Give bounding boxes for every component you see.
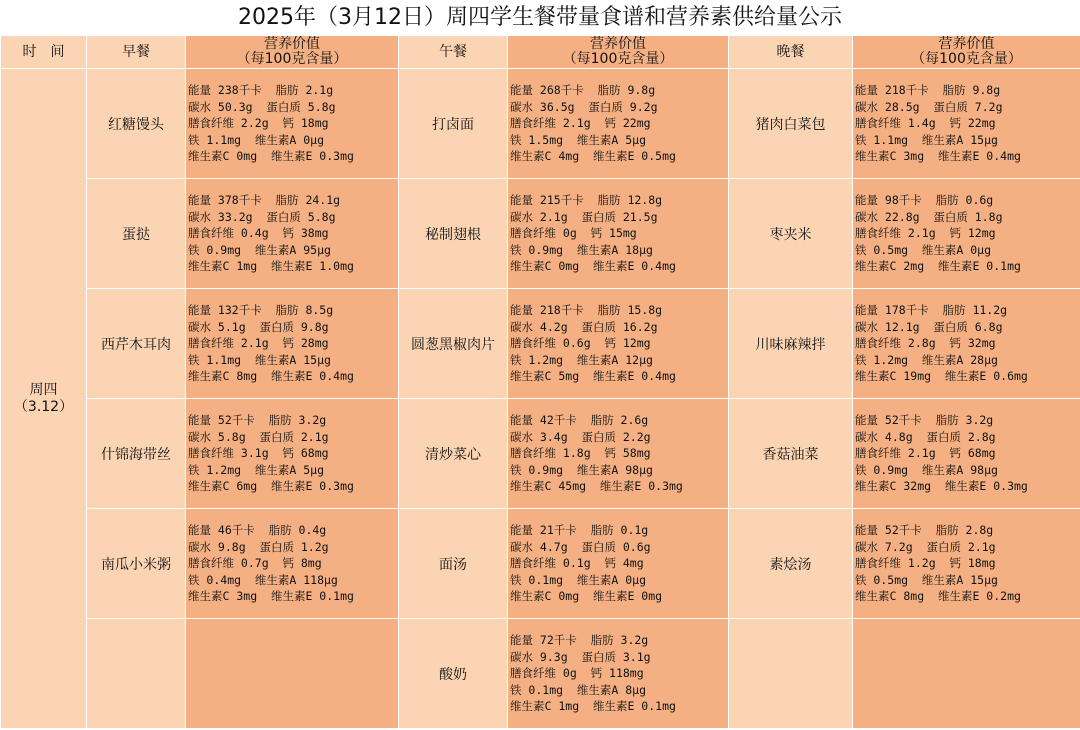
nutrition-line: 维生素C 1mg 维生素E 0.1mg	[510, 699, 676, 714]
nutrition-line: 能量 42千卡 脂肪 2.6g	[510, 413, 649, 428]
nutrition-line: 能量 218千卡 脂肪 9.8g	[855, 83, 1001, 98]
nutrition-line: 维生素C 3mg 维生素E 0.1mg	[188, 589, 354, 604]
nutrition-line: 膳食纤维 0.6g 钙 12mg	[510, 336, 651, 351]
nutrition-line: 铁 0.9mg 维生素A 95μg	[188, 242, 331, 257]
header-lunch: 午餐	[399, 36, 508, 69]
nutrition-line: 碳水 5.8g 蛋白质 2.1g	[188, 429, 329, 444]
nutrition-header-line2: （每100克含量）	[236, 51, 348, 67]
nutrition-line: 铁 0.5mg 维生素A 15μg	[855, 572, 998, 587]
breakfast-nutrition	[186, 619, 399, 729]
breakfast-nutrition	[186, 399, 399, 509]
nutrition-line: 碳水 3.4g 蛋白质 2.2g	[510, 429, 651, 444]
dinner-dish	[729, 619, 853, 729]
nutrition-line: 能量 72千卡 脂肪 3.2g	[510, 633, 649, 648]
header-breakfast-nutrition	[186, 36, 399, 69]
nutrition-line: 铁 0.1mg 维生素A 8μg	[510, 682, 647, 697]
nutrition-line: 膳食纤维 0g 钙 15mg	[510, 226, 637, 241]
nutrition-line: 维生素C 8mg 维生素E 0.2mg	[855, 589, 1021, 604]
table-row	[1, 179, 1080, 289]
nutrition-line: 碳水 50.3g 蛋白质 5.8g	[188, 99, 336, 114]
nutrition-line: 维生素C 0mg 维生素E 0.3mg	[188, 149, 354, 164]
nutrition-line: 膳食纤维 2.1g 钙 28mg	[188, 336, 329, 351]
lunch-nutrition	[508, 399, 729, 509]
nutrition-line: 碳水 9.8g 蛋白质 1.2g	[188, 539, 329, 554]
breakfast-dish: 南瓜小米粥	[87, 509, 186, 619]
lunch-nutrition	[508, 509, 729, 619]
nutrition-line: 铁 1.1mg 维生素A 15μg	[188, 352, 331, 367]
dinner-dish: 川味麻辣拌	[729, 289, 853, 399]
day-date: （3.12）	[13, 398, 74, 415]
nutrition-line: 膳食纤维 2.1g 钙 22mg	[510, 116, 651, 131]
nutrition-line: 碳水 2.1g 蛋白质 21.5g	[510, 209, 658, 224]
nutrition-header-line1: 营养价值	[590, 36, 646, 52]
header-breakfast: 早餐	[87, 36, 186, 69]
nutrition-line: 膳食纤维 1.8g 钙 58mg	[510, 446, 651, 461]
nutrition-line: 铁 0.1mg 维生素A 0μg	[510, 572, 647, 587]
table-row	[1, 69, 1080, 179]
dinner-nutrition	[853, 289, 1080, 399]
dinner-dish: 香菇油菜	[729, 399, 853, 509]
header-dinner-nutrition	[853, 36, 1080, 69]
dinner-nutrition	[853, 179, 1080, 289]
nutrition-line: 铁 0.9mg 维生素A 98μg	[510, 462, 653, 477]
nutrition-line: 维生素C 32mg 维生素E 0.3mg	[855, 479, 1028, 494]
nutrition-line: 碳水 9.3g 蛋白质 3.1g	[510, 649, 651, 664]
breakfast-dish	[87, 619, 186, 729]
nutrition-header-line1: 营养价值	[938, 36, 995, 52]
nutrition-line: 碳水 22.8g 蛋白质 1.8g	[855, 209, 1003, 224]
nutrition-line: 膳食纤维 2.1g 钙 68mg	[855, 446, 996, 461]
dinner-nutrition	[853, 619, 1080, 729]
nutrition-line: 碳水 4.2g 蛋白质 16.2g	[510, 319, 658, 334]
nutrition-line: 膳食纤维 2.8g 钙 32mg	[855, 336, 996, 351]
nutrition-line: 能量 52千卡 脂肪 3.2g	[188, 413, 327, 428]
nutrition-line: 铁 0.9mg 维生素A 18μg	[510, 242, 653, 257]
menu-table	[0, 35, 1080, 729]
nutrition-line: 铁 1.5mg 维生素A 5μg	[510, 132, 647, 147]
nutrition-line: 碳水 5.1g 蛋白质 9.8g	[188, 319, 329, 334]
dinner-dish: 枣夹米	[729, 179, 853, 289]
nutrition-line: 膳食纤维 3.1g 钙 68mg	[188, 446, 329, 461]
day-cell	[1, 69, 87, 729]
lunch-nutrition	[508, 619, 729, 729]
dinner-dish: 素烩汤	[729, 509, 853, 619]
breakfast-dish: 蛋挞	[87, 179, 186, 289]
nutrition-header-line2: （每100克含量）	[911, 51, 1022, 67]
nutrition-line: 碳水 4.7g 蛋白质 0.6g	[510, 539, 651, 554]
breakfast-dish: 红糖馒头	[87, 69, 186, 179]
table-row	[1, 399, 1080, 509]
nutrition-line: 铁 0.5mg 维生素A 0μg	[855, 242, 992, 257]
lunch-dish: 清炒菜心	[399, 399, 508, 509]
nutrition-header-line1: 营养价值	[264, 36, 320, 52]
nutrition-line: 铁 0.4mg 维生素A 118μg	[188, 572, 338, 587]
nutrition-line: 碳水 36.5g 蛋白质 9.2g	[510, 99, 658, 114]
page-title: 2025年（3月12日）周四学生餐带量食谱和营养素供给量公示	[238, 5, 842, 30]
lunch-dish: 秘制翅根	[399, 179, 508, 289]
lunch-dish: 面汤	[399, 509, 508, 619]
nutrition-line: 碳水 28.5g 蛋白质 7.2g	[855, 99, 1003, 114]
lunch-nutrition	[508, 179, 729, 289]
dinner-nutrition	[853, 69, 1080, 179]
nutrition-line: 铁 0.9mg 维生素A 98μg	[855, 462, 998, 477]
lunch-nutrition	[508, 69, 729, 179]
breakfast-nutrition	[186, 179, 399, 289]
table-row	[1, 509, 1080, 619]
breakfast-dish: 西芹木耳肉	[87, 289, 186, 399]
nutrition-line: 维生素C 3mg 维生素E 0.4mg	[855, 149, 1021, 164]
nutrition-line: 能量 52千卡 脂肪 2.8g	[855, 523, 994, 538]
lunch-nutrition	[508, 289, 729, 399]
nutrition-line: 铁 1.2mg 维生素A 28μg	[855, 352, 998, 367]
nutrition-line: 维生素C 1mg 维生素E 1.0mg	[188, 259, 354, 274]
nutrition-line: 维生素C 19mg 维生素E 0.6mg	[855, 369, 1028, 384]
breakfast-nutrition	[186, 69, 399, 179]
nutrition-line: 膳食纤维 1.2g 钙 18mg	[855, 556, 996, 571]
nutrition-header-line2: （每100克含量）	[562, 51, 674, 67]
nutrition-line: 能量 52千卡 脂肪 3.2g	[855, 413, 994, 428]
nutrition-line: 能量 378千卡 脂肪 24.1g	[188, 193, 341, 208]
nutrition-line: 膳食纤维 2.2g 钙 18mg	[188, 116, 329, 131]
table-row	[1, 289, 1080, 399]
nutrition-line: 铁 1.2mg 维生素A 5μg	[188, 462, 325, 477]
breakfast-dish: 什锦海带丝	[87, 399, 186, 509]
dinner-nutrition	[853, 399, 1080, 509]
nutrition-line: 碳水 4.8g 蛋白质 2.8g	[855, 429, 996, 444]
nutrition-line: 能量 215千卡 脂肪 12.8g	[510, 193, 663, 208]
nutrition-line: 膳食纤维 0g 钙 118mg	[510, 666, 644, 681]
lunch-dish: 圆葱黑椒肉片	[399, 289, 508, 399]
lunch-dish: 酸奶	[399, 619, 508, 729]
nutrition-line: 能量 178千卡 脂肪 11.2g	[855, 303, 1008, 318]
nutrition-line: 维生素C 0mg 维生素E 0mg	[510, 589, 663, 604]
nutrition-line: 膳食纤维 0.7g 钙 8mg	[188, 556, 322, 571]
header-lunch-nutrition	[508, 36, 729, 69]
breakfast-nutrition	[186, 289, 399, 399]
nutrition-line: 能量 268千卡 脂肪 9.8g	[510, 83, 656, 98]
breakfast-nutrition	[186, 509, 399, 619]
dinner-nutrition	[853, 509, 1080, 619]
nutrition-line: 铁 1.1mg 维生素A 0μg	[188, 132, 325, 147]
nutrition-line: 能量 132千卡 脂肪 8.5g	[188, 303, 334, 318]
nutrition-line: 维生素C 5mg 维生素E 0.4mg	[510, 369, 676, 384]
nutrition-line: 碳水 33.2g 蛋白质 5.8g	[188, 209, 336, 224]
header-dinner: 晚餐	[729, 36, 853, 69]
nutrition-line: 碳水 12.1g 蛋白质 6.8g	[855, 319, 1003, 334]
nutrition-line: 能量 218千卡 脂肪 15.8g	[510, 303, 663, 318]
nutrition-line: 维生素C 45mg 维生素E 0.3mg	[510, 479, 683, 494]
table-row	[1, 619, 1080, 729]
day-name: 周四	[29, 381, 58, 398]
nutrition-line: 能量 46千卡 脂肪 0.4g	[188, 523, 327, 538]
nutrition-line: 能量 21千卡 脂肪 0.1g	[510, 523, 649, 538]
dinner-dish: 猪肉白菜包	[729, 69, 853, 179]
nutrition-line: 铁 1.2mg 维生素A 12μg	[510, 352, 653, 367]
nutrition-line: 膳食纤维 1.4g 钙 22mg	[855, 116, 996, 131]
header-row	[1, 36, 1080, 69]
nutrition-line: 能量 238千卡 脂肪 2.1g	[188, 83, 334, 98]
header-time: 时 间	[1, 36, 87, 69]
nutrition-line: 维生素C 4mg 维生素E 0.5mg	[510, 149, 676, 164]
nutrition-line: 铁 1.1mg 维生素A 15μg	[855, 132, 998, 147]
nutrition-line: 维生素C 6mg 维生素E 0.3mg	[188, 479, 354, 494]
nutrition-line: 能量 98千卡 脂肪 0.6g	[855, 193, 994, 208]
nutrition-line: 维生素C 2mg 维生素E 0.1mg	[855, 259, 1021, 274]
nutrition-line: 膳食纤维 2.1g 钙 12mg	[855, 226, 996, 241]
lunch-dish: 打卤面	[399, 69, 508, 179]
nutrition-line: 膳食纤维 0.1g 钙 4mg	[510, 556, 644, 571]
nutrition-line: 膳食纤维 0.4g 钙 38mg	[188, 226, 329, 241]
nutrition-line: 维生素C 8mg 维生素E 0.4mg	[188, 369, 354, 384]
nutrition-line: 碳水 7.2g 蛋白质 2.1g	[855, 539, 996, 554]
nutrition-line: 维生素C 0mg 维生素E 0.4mg	[510, 259, 676, 274]
